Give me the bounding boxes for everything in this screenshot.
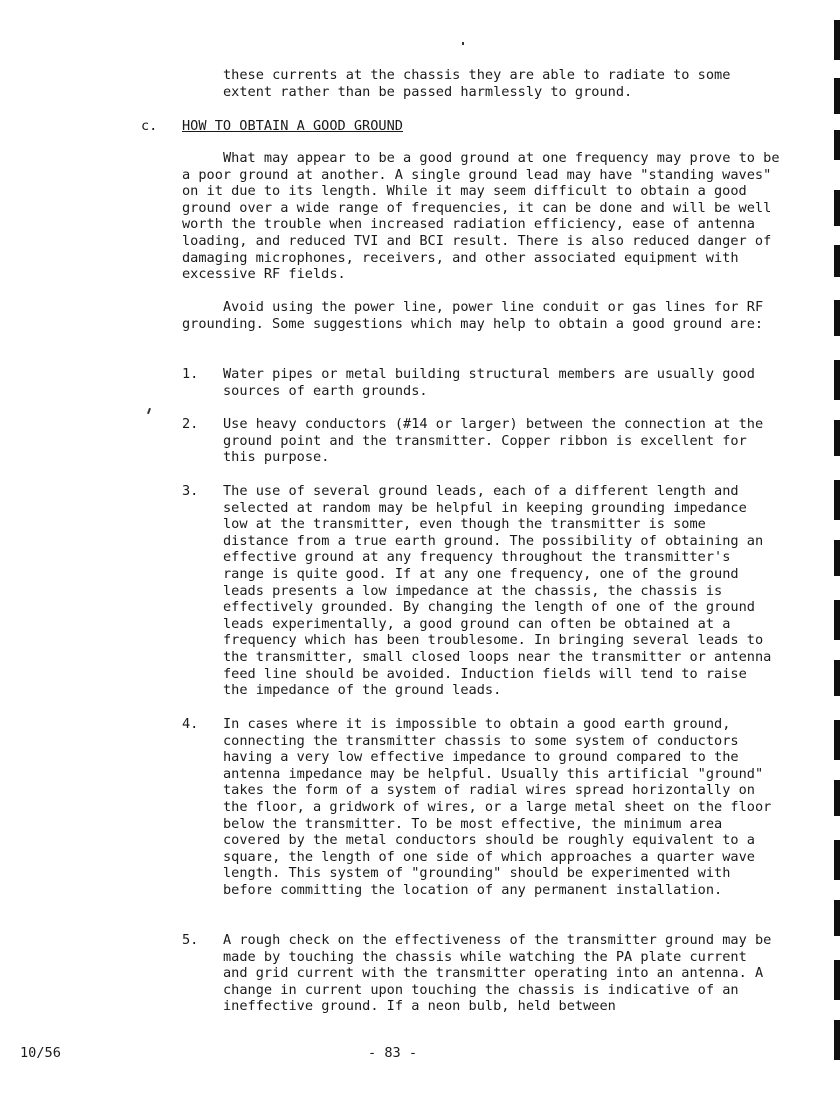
- scan-edge-mark: [834, 840, 840, 880]
- scan-edge-mark: [834, 245, 840, 277]
- section-letter: c.: [141, 118, 158, 134]
- footer-page-number: - 83 -: [368, 1045, 418, 1061]
- list-item-text: A rough check on the effectiveness of the transmitter ground may be made by touching the chassis while watching the PA plate current and grid current with the transmitter operating into an antenna. A change in current upon touching the chassis is indicative of an ineffective ground. If a neon bulb, held between: [223, 932, 772, 1015]
- scan-edge-mark: [834, 900, 840, 936]
- scan-edge-mark: [834, 78, 840, 114]
- list-item-number: 5.: [182, 932, 199, 948]
- scan-edge-mark: [834, 420, 840, 456]
- list-item-number: 2.: [182, 416, 199, 432]
- scan-edge-mark: [834, 300, 840, 336]
- list-item-number: 4.: [182, 716, 199, 732]
- scan-speck: [147, 408, 151, 414]
- scan-edge-mark: [834, 130, 840, 160]
- scan-edge-mark: [834, 660, 840, 696]
- scan-edge-mark: [834, 480, 840, 520]
- list-item-number: 1.: [182, 366, 199, 382]
- list-item-text: Use heavy conductors (#14 or larger) between the connection at the ground point and the transmitter. Copper ribbon is excellent for this purpose.: [223, 416, 764, 466]
- scan-edge-mark: [834, 1020, 840, 1060]
- scan-edge-mark: [834, 540, 840, 576]
- scan-edge-mark: [834, 360, 840, 400]
- scan-edge-mark: [834, 190, 840, 226]
- list-item-text: Water pipes or metal building structural members are usually good sources of earth grounds.: [223, 366, 755, 399]
- section-title: HOW TO OBTAIN A GOOD GROUND: [182, 118, 403, 134]
- body-paragraph-2: Avoid using the power line, power line conduit or gas lines for RF grounding. Some suggestions which may help to obtain a good ground are:: [182, 299, 764, 332]
- list-item-text: The use of several ground leads, each of a different length and selected at random may be helpful in keeping grounding impedance low at the transmitter, even though the transmitter is some distance from a true earth ground. The possibility of obtaining an effective ground at any frequency throughout the transmitter's range is quite good. If at any one frequency, one of the ground leads presents a low impedance at the chassis, the chassis is effectively grounded. By changing the length of one of the ground leads experimentally, a good ground can often be obtained at a frequency which has been troublesome. In bringing several leads to the transmitter, small closed loops near the transmitter or antenna feed line should be avoided. Induction fields will tend to raise the impedance of the ground leads.: [223, 483, 772, 699]
- scan-edge-mark: [834, 960, 840, 1000]
- footer-date: 10/56: [20, 1045, 61, 1061]
- list-item-number: 3.: [182, 483, 199, 499]
- scan-edge-mark: [834, 720, 840, 760]
- list-item-text: In cases where it is impossible to obtain a good earth ground, connecting the transmitter chassis to some system of conductors having a very low effective impedance to ground compared to the antenna impedance may be helpful. Usually this artificial "ground" takes the form of a system of radial wires spread horizontally on the floor, a gridwork of wires, or a large metal sheet on the floor below the transmitter. To be most effective, the minimum area covered by the metal conductors should be roughly equivalent to a square, the length of one side of which approaches a quarter wave length. This system of "grounding" should be experimented with before committing the location of any permanent installation.: [223, 716, 772, 898]
- scan-speck: [462, 42, 464, 45]
- scan-edge-mark: [834, 780, 840, 816]
- body-paragraph-1: What may appear to be a good ground at one frequency may prove to be a poor ground at another. A single ground lead may have "standing waves" on it due to its length. While it may seem difficult to obtain a good ground over a wide range of frequencies, it can be done and will be well worth the trouble when increased radiation efficiency, ease of antenna loading, and reduced TVI and BCI result. There is also reduced danger of damaging microphones, receivers, and other associated equipment with excessive RF fields.: [182, 150, 780, 283]
- intro-paragraph: these currents at the chassis they are able to radiate to some extent rather than be passed harmlessly to ground.: [223, 67, 731, 100]
- scan-edge-mark: [834, 600, 840, 640]
- scan-edge-mark: [834, 20, 840, 60]
